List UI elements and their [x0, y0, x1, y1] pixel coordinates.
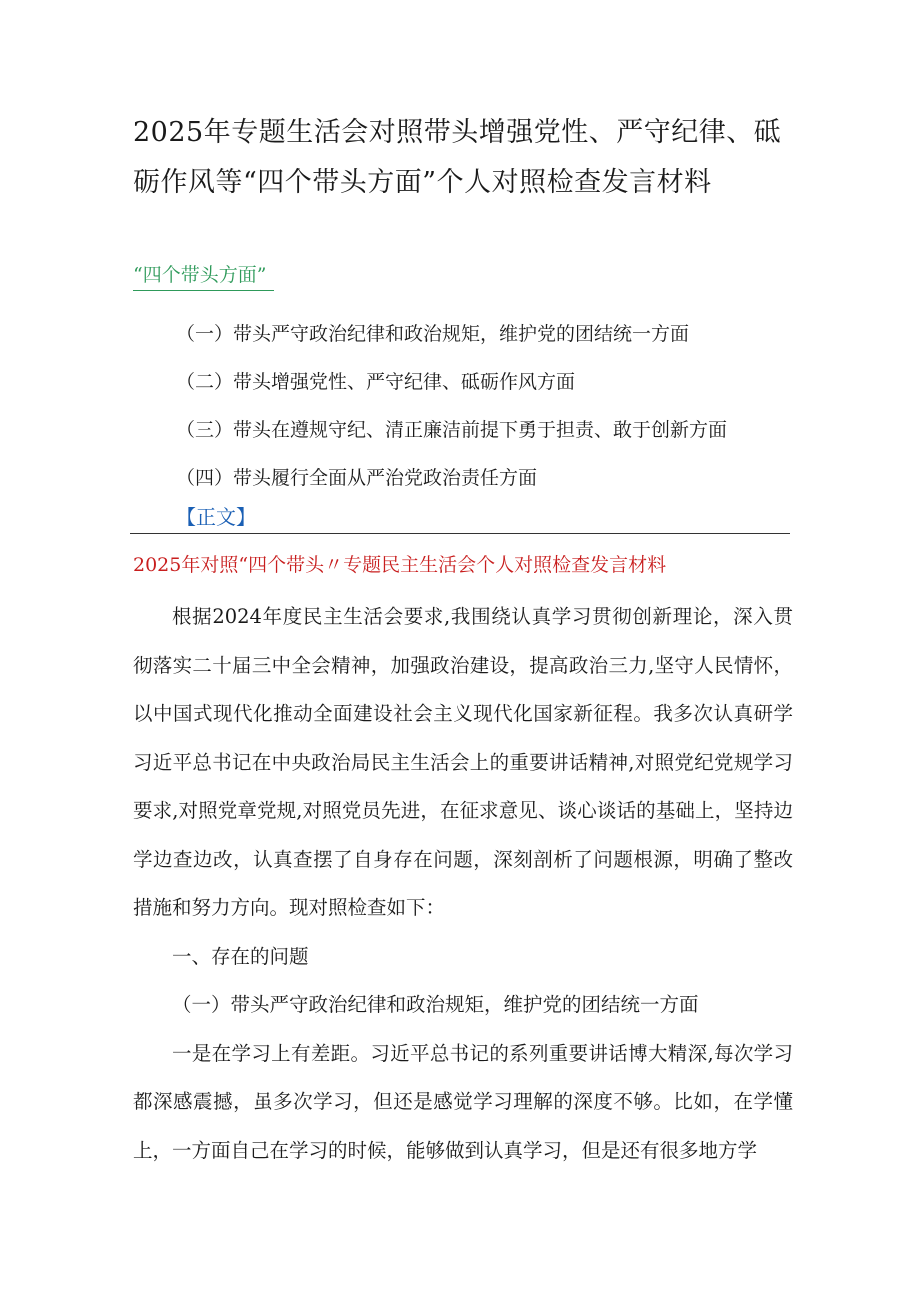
divider-line [130, 533, 790, 534]
section-heading-problems: 一、存在的问题 [172, 944, 309, 968]
main-text-label: 【正文】 [176, 505, 256, 529]
speech-heading: 2025年对照“四个带头〃专题民主生活会个人对照检查发言材料 [133, 554, 667, 576]
body-text [133, 593, 793, 1175]
aspect-item: （三）带头在遵规守纪、清正廉洁前提下勇于担责、敢于创新方面 [176, 419, 728, 441]
point-paragraph: 一是在学习上有差距。习近平总书记的系列重要讲话博大精深,每次学习都深感震撼，虽多次学习，但还是感觉学习理解的深度不够。比如，在学懂上，一方面自己在学习的时候，能够做到认真学习，但是还有很多地方学 [133, 1041, 793, 1162]
four-aspects-tag: “四个带头方面” [133, 262, 274, 291]
aspect-item: （一）带头严守政治纪律和政治规矩，维护党的团结统一方面 [176, 323, 690, 345]
aspect-item: （二）带头增强党性、严守纪律、砥砺作风方面 [176, 371, 576, 393]
subsection-heading: （一）带头严守政治纪律和政治规矩，维护党的团结统一方面 [172, 993, 699, 1016]
aspect-item: （四）带头履行全面从严治党政治责任方面 [176, 467, 538, 489]
intro-paragraph: 根据2024年度民主生活会要求,我围绕认真学习贯彻创新理论，深入贯彻落实二十届三中全会精神，加强政治建设，提高政治三力,坚守人民情怀，以中国式现代化推动全面建设社会主义现代化国家新征程。我多次认真研学习近平总书记在中央政治局民主生活会上的重要讲话精神,对照党纪党规学习要求,对照党章党规,对照党员先进，在征求意见、谈心谈话的基础上，坚持边学边查边改，认真查摆了自身存在问题，深刻剖析了问题根源，明确了整改措施和努力方向。现对照检查如下： [133, 605, 793, 919]
aspect-list [176, 310, 727, 502]
document-title: 2025年专题生活会对照带头增强党性、严守纪律、砥砺作风等“四个带头方面”个人对照检查发言材料 [133, 117, 782, 198]
